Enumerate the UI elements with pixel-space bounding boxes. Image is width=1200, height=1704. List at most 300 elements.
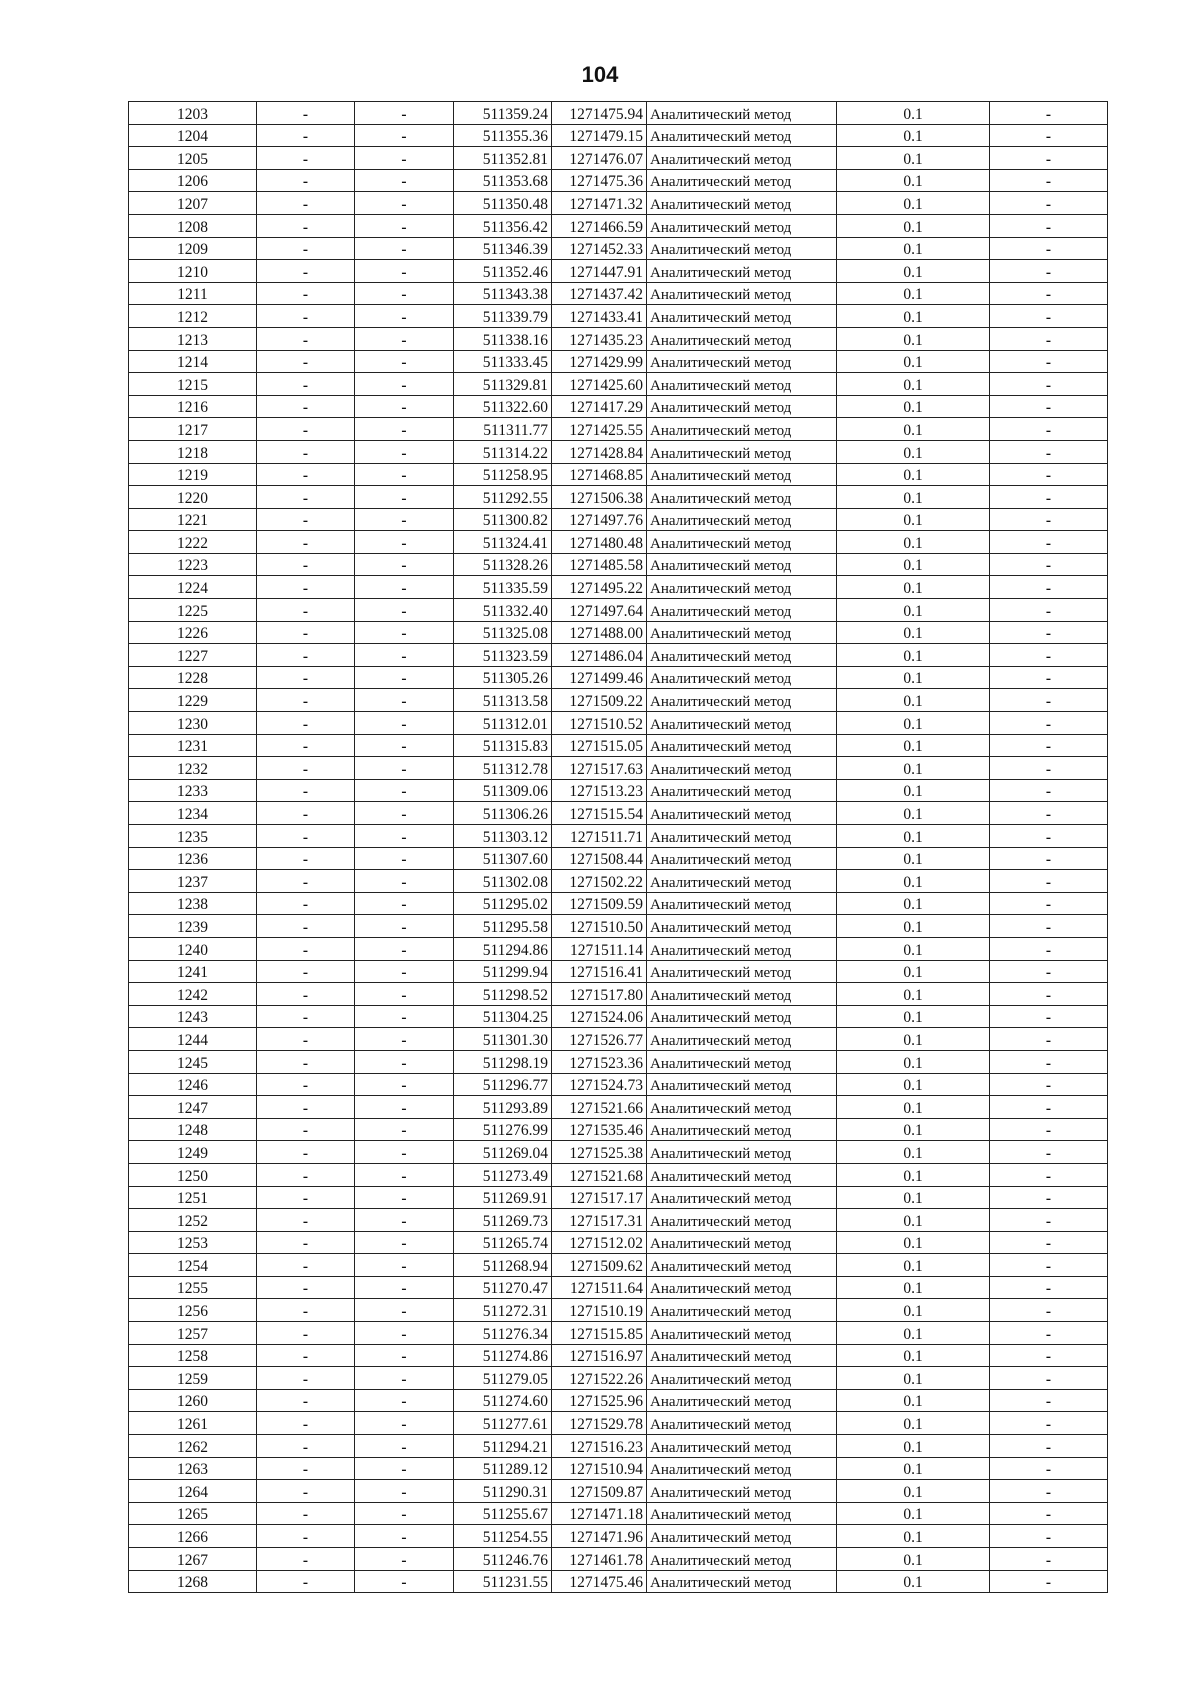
x-coordinate-cell: 511292.55 bbox=[454, 486, 552, 509]
accuracy-cell: 0.1 bbox=[837, 260, 990, 283]
point-number-cell: 1244 bbox=[129, 1028, 257, 1051]
description-cell: - bbox=[990, 1480, 1108, 1503]
table-row bbox=[129, 305, 1108, 328]
method-cell: Аналитический метод bbox=[647, 1050, 837, 1073]
x-coordinate-cell: 511315.83 bbox=[454, 734, 552, 757]
old-x-cell: - bbox=[257, 1028, 355, 1051]
old-y-cell: - bbox=[355, 1186, 454, 1209]
x-coordinate-cell: 511311.77 bbox=[454, 418, 552, 441]
x-coordinate-cell: 511294.21 bbox=[454, 1435, 552, 1458]
accuracy-cell: 0.1 bbox=[837, 1367, 990, 1390]
method-cell: Аналитический метод bbox=[647, 644, 837, 667]
table-row bbox=[129, 102, 1108, 125]
method-cell: Аналитический метод bbox=[647, 734, 837, 757]
x-coordinate-cell: 511353.68 bbox=[454, 169, 552, 192]
method-cell: Аналитический метод bbox=[647, 1118, 837, 1141]
table-row bbox=[129, 1163, 1108, 1186]
table-row bbox=[129, 260, 1108, 283]
description-cell: - bbox=[990, 1344, 1108, 1367]
old-x-cell: - bbox=[257, 282, 355, 305]
x-coordinate-cell: 511312.78 bbox=[454, 757, 552, 780]
table-row bbox=[129, 1480, 1108, 1503]
method-cell: Аналитический метод bbox=[647, 802, 837, 825]
accuracy-cell: 0.1 bbox=[837, 960, 990, 983]
accuracy-cell: 0.1 bbox=[837, 1005, 990, 1028]
accuracy-cell: 0.1 bbox=[837, 237, 990, 260]
old-x-cell: - bbox=[257, 1073, 355, 1096]
y-coordinate-cell: 1271471.18 bbox=[552, 1502, 647, 1525]
old-x-cell: - bbox=[257, 327, 355, 350]
accuracy-cell: 0.1 bbox=[837, 463, 990, 486]
method-cell: Аналитический метод bbox=[647, 282, 837, 305]
description-cell: - bbox=[990, 531, 1108, 554]
old-x-cell: - bbox=[257, 915, 355, 938]
y-coordinate-cell: 1271497.64 bbox=[552, 599, 647, 622]
table-row bbox=[129, 937, 1108, 960]
description-cell: - bbox=[990, 553, 1108, 576]
table-row bbox=[129, 192, 1108, 215]
table-row bbox=[129, 983, 1108, 1006]
accuracy-cell: 0.1 bbox=[837, 373, 990, 396]
y-coordinate-cell: 1271433.41 bbox=[552, 305, 647, 328]
point-number-cell: 1248 bbox=[129, 1118, 257, 1141]
x-coordinate-cell: 511343.38 bbox=[454, 282, 552, 305]
old-y-cell: - bbox=[355, 1209, 454, 1232]
point-number-cell: 1226 bbox=[129, 621, 257, 644]
method-cell: Аналитический метод bbox=[647, 440, 837, 463]
point-number-cell: 1215 bbox=[129, 373, 257, 396]
point-number-cell: 1227 bbox=[129, 644, 257, 667]
old-x-cell: - bbox=[257, 553, 355, 576]
description-cell: - bbox=[990, 779, 1108, 802]
table-row bbox=[129, 282, 1108, 305]
old-y-cell: - bbox=[355, 983, 454, 1006]
old-y-cell: - bbox=[355, 870, 454, 893]
old-x-cell: - bbox=[257, 147, 355, 170]
accuracy-cell: 0.1 bbox=[837, 689, 990, 712]
accuracy-cell: 0.1 bbox=[837, 1163, 990, 1186]
description-cell: - bbox=[990, 1412, 1108, 1435]
y-coordinate-cell: 1271480.48 bbox=[552, 531, 647, 554]
old-x-cell: - bbox=[257, 124, 355, 147]
point-number-cell: 1208 bbox=[129, 214, 257, 237]
y-coordinate-cell: 1271429.99 bbox=[552, 350, 647, 373]
description-cell: - bbox=[990, 102, 1108, 125]
y-coordinate-cell: 1271525.96 bbox=[552, 1389, 647, 1412]
table-row bbox=[129, 1525, 1108, 1548]
old-x-cell: - bbox=[257, 779, 355, 802]
old-x-cell: - bbox=[257, 1163, 355, 1186]
table-row bbox=[129, 169, 1108, 192]
y-coordinate-cell: 1271461.78 bbox=[552, 1548, 647, 1571]
description-cell: - bbox=[990, 192, 1108, 215]
x-coordinate-cell: 511314.22 bbox=[454, 440, 552, 463]
accuracy-cell: 0.1 bbox=[837, 1028, 990, 1051]
method-cell: Аналитический метод bbox=[647, 847, 837, 870]
table-row bbox=[129, 1073, 1108, 1096]
old-y-cell: - bbox=[355, 712, 454, 735]
old-y-cell: - bbox=[355, 1299, 454, 1322]
x-coordinate-cell: 511332.40 bbox=[454, 599, 552, 622]
table-row bbox=[129, 486, 1108, 509]
x-coordinate-cell: 511359.24 bbox=[454, 102, 552, 125]
description-cell: - bbox=[990, 1163, 1108, 1186]
table-row bbox=[129, 350, 1108, 373]
method-cell: Аналитический метод bbox=[647, 395, 837, 418]
point-number-cell: 1235 bbox=[129, 825, 257, 848]
old-y-cell: - bbox=[355, 576, 454, 599]
x-coordinate-cell: 511295.58 bbox=[454, 915, 552, 938]
old-x-cell: - bbox=[257, 1118, 355, 1141]
point-number-cell: 1261 bbox=[129, 1412, 257, 1435]
y-coordinate-cell: 1271475.36 bbox=[552, 169, 647, 192]
table-row bbox=[129, 147, 1108, 170]
point-number-cell: 1237 bbox=[129, 870, 257, 893]
table-row bbox=[129, 1457, 1108, 1480]
method-cell: Аналитический метод bbox=[647, 1299, 837, 1322]
y-coordinate-cell: 1271510.19 bbox=[552, 1299, 647, 1322]
y-coordinate-cell: 1271508.44 bbox=[552, 847, 647, 870]
old-y-cell: - bbox=[355, 847, 454, 870]
x-coordinate-cell: 511352.46 bbox=[454, 260, 552, 283]
old-x-cell: - bbox=[257, 440, 355, 463]
x-coordinate-cell: 511309.06 bbox=[454, 779, 552, 802]
description-cell: - bbox=[990, 305, 1108, 328]
old-x-cell: - bbox=[257, 1435, 355, 1458]
accuracy-cell: 0.1 bbox=[837, 1050, 990, 1073]
method-cell: Аналитический метод bbox=[647, 214, 837, 237]
method-cell: Аналитический метод bbox=[647, 1163, 837, 1186]
x-coordinate-cell: 511293.89 bbox=[454, 1096, 552, 1119]
x-coordinate-cell: 511312.01 bbox=[454, 712, 552, 735]
y-coordinate-cell: 1271476.07 bbox=[552, 147, 647, 170]
point-number-cell: 1245 bbox=[129, 1050, 257, 1073]
method-cell: Аналитический метод bbox=[647, 983, 837, 1006]
point-number-cell: 1223 bbox=[129, 553, 257, 576]
y-coordinate-cell: 1271512.02 bbox=[552, 1231, 647, 1254]
old-y-cell: - bbox=[355, 282, 454, 305]
old-x-cell: - bbox=[257, 214, 355, 237]
accuracy-cell: 0.1 bbox=[837, 1548, 990, 1571]
accuracy-cell: 0.1 bbox=[837, 327, 990, 350]
table-row bbox=[129, 1548, 1108, 1571]
y-coordinate-cell: 1271475.46 bbox=[552, 1570, 647, 1593]
old-y-cell: - bbox=[355, 1525, 454, 1548]
point-number-cell: 1256 bbox=[129, 1299, 257, 1322]
accuracy-cell: 0.1 bbox=[837, 531, 990, 554]
table-row bbox=[129, 1570, 1108, 1593]
accuracy-cell: 0.1 bbox=[837, 576, 990, 599]
x-coordinate-cell: 511355.36 bbox=[454, 124, 552, 147]
y-coordinate-cell: 1271417.29 bbox=[552, 395, 647, 418]
point-number-cell: 1206 bbox=[129, 169, 257, 192]
accuracy-cell: 0.1 bbox=[837, 644, 990, 667]
accuracy-cell: 0.1 bbox=[837, 1276, 990, 1299]
method-cell: Аналитический метод bbox=[647, 757, 837, 780]
old-y-cell: - bbox=[355, 486, 454, 509]
old-x-cell: - bbox=[257, 802, 355, 825]
method-cell: Аналитический метод bbox=[647, 1548, 837, 1571]
old-x-cell: - bbox=[257, 666, 355, 689]
x-coordinate-cell: 511231.55 bbox=[454, 1570, 552, 1593]
accuracy-cell: 0.1 bbox=[837, 779, 990, 802]
description-cell: - bbox=[990, 734, 1108, 757]
accuracy-cell: 0.1 bbox=[837, 1525, 990, 1548]
accuracy-cell: 0.1 bbox=[837, 395, 990, 418]
accuracy-cell: 0.1 bbox=[837, 282, 990, 305]
description-cell: - bbox=[990, 1299, 1108, 1322]
accuracy-cell: 0.1 bbox=[837, 1570, 990, 1593]
old-x-cell: - bbox=[257, 305, 355, 328]
old-y-cell: - bbox=[355, 1276, 454, 1299]
y-coordinate-cell: 1271486.04 bbox=[552, 644, 647, 667]
method-cell: Аналитический метод bbox=[647, 237, 837, 260]
point-number-cell: 1253 bbox=[129, 1231, 257, 1254]
table-row bbox=[129, 553, 1108, 576]
accuracy-cell: 0.1 bbox=[837, 350, 990, 373]
point-number-cell: 1247 bbox=[129, 1096, 257, 1119]
description-cell: - bbox=[990, 147, 1108, 170]
old-x-cell: - bbox=[257, 1322, 355, 1345]
old-x-cell: - bbox=[257, 508, 355, 531]
accuracy-cell: 0.1 bbox=[837, 1502, 990, 1525]
old-y-cell: - bbox=[355, 915, 454, 938]
old-x-cell: - bbox=[257, 1209, 355, 1232]
point-number-cell: 1267 bbox=[129, 1548, 257, 1571]
old-x-cell: - bbox=[257, 102, 355, 125]
description-cell: - bbox=[990, 260, 1108, 283]
old-x-cell: - bbox=[257, 870, 355, 893]
old-y-cell: - bbox=[355, 802, 454, 825]
accuracy-cell: 0.1 bbox=[837, 915, 990, 938]
y-coordinate-cell: 1271485.58 bbox=[552, 553, 647, 576]
old-y-cell: - bbox=[355, 418, 454, 441]
method-cell: Аналитический метод bbox=[647, 169, 837, 192]
method-cell: Аналитический метод bbox=[647, 1344, 837, 1367]
y-coordinate-cell: 1271479.15 bbox=[552, 124, 647, 147]
description-cell: - bbox=[990, 599, 1108, 622]
description-cell: - bbox=[990, 214, 1108, 237]
method-cell: Аналитический метод bbox=[647, 937, 837, 960]
old-y-cell: - bbox=[355, 102, 454, 125]
accuracy-cell: 0.1 bbox=[837, 1344, 990, 1367]
old-y-cell: - bbox=[355, 1118, 454, 1141]
method-cell: Аналитический метод bbox=[647, 1457, 837, 1480]
point-number-cell: 1217 bbox=[129, 418, 257, 441]
old-y-cell: - bbox=[355, 1028, 454, 1051]
old-y-cell: - bbox=[355, 1322, 454, 1345]
old-y-cell: - bbox=[355, 1005, 454, 1028]
accuracy-cell: 0.1 bbox=[837, 757, 990, 780]
table-row bbox=[129, 847, 1108, 870]
description-cell: - bbox=[990, 1548, 1108, 1571]
table-row bbox=[129, 463, 1108, 486]
description-cell: - bbox=[990, 1322, 1108, 1345]
description-cell: - bbox=[990, 373, 1108, 396]
y-coordinate-cell: 1271447.91 bbox=[552, 260, 647, 283]
description-cell: - bbox=[990, 1525, 1108, 1548]
y-coordinate-cell: 1271516.41 bbox=[552, 960, 647, 983]
old-y-cell: - bbox=[355, 892, 454, 915]
x-coordinate-cell: 511290.31 bbox=[454, 1480, 552, 1503]
point-number-cell: 1236 bbox=[129, 847, 257, 870]
point-number-cell: 1221 bbox=[129, 508, 257, 531]
point-number-cell: 1257 bbox=[129, 1322, 257, 1345]
point-number-cell: 1230 bbox=[129, 712, 257, 735]
x-coordinate-cell: 511305.26 bbox=[454, 666, 552, 689]
coordinates-table bbox=[128, 101, 1108, 1593]
description-cell: - bbox=[990, 440, 1108, 463]
old-x-cell: - bbox=[257, 1141, 355, 1164]
old-y-cell: - bbox=[355, 214, 454, 237]
accuracy-cell: 0.1 bbox=[837, 440, 990, 463]
x-coordinate-cell: 511298.52 bbox=[454, 983, 552, 1006]
y-coordinate-cell: 1271511.64 bbox=[552, 1276, 647, 1299]
y-coordinate-cell: 1271509.62 bbox=[552, 1254, 647, 1277]
description-cell: - bbox=[990, 825, 1108, 848]
old-x-cell: - bbox=[257, 825, 355, 848]
method-cell: Аналитический метод bbox=[647, 870, 837, 893]
x-coordinate-cell: 511339.79 bbox=[454, 305, 552, 328]
method-cell: Аналитический метод bbox=[647, 1209, 837, 1232]
description-cell: - bbox=[990, 802, 1108, 825]
y-coordinate-cell: 1271506.38 bbox=[552, 486, 647, 509]
method-cell: Аналитический метод bbox=[647, 260, 837, 283]
point-number-cell: 1258 bbox=[129, 1344, 257, 1367]
table-row bbox=[129, 734, 1108, 757]
description-cell: - bbox=[990, 1435, 1108, 1458]
old-x-cell: - bbox=[257, 1254, 355, 1277]
y-coordinate-cell: 1271513.23 bbox=[552, 779, 647, 802]
y-coordinate-cell: 1271529.78 bbox=[552, 1412, 647, 1435]
accuracy-cell: 0.1 bbox=[837, 937, 990, 960]
table-row bbox=[129, 1322, 1108, 1345]
accuracy-cell: 0.1 bbox=[837, 1389, 990, 1412]
method-cell: Аналитический метод bbox=[647, 1570, 837, 1593]
method-cell: Аналитический метод bbox=[647, 1141, 837, 1164]
y-coordinate-cell: 1271502.22 bbox=[552, 870, 647, 893]
y-coordinate-cell: 1271517.80 bbox=[552, 983, 647, 1006]
table-row bbox=[129, 757, 1108, 780]
old-y-cell: - bbox=[355, 373, 454, 396]
y-coordinate-cell: 1271499.46 bbox=[552, 666, 647, 689]
point-number-cell: 1268 bbox=[129, 1570, 257, 1593]
old-y-cell: - bbox=[355, 689, 454, 712]
y-coordinate-cell: 1271471.32 bbox=[552, 192, 647, 215]
accuracy-cell: 0.1 bbox=[837, 169, 990, 192]
y-coordinate-cell: 1271510.94 bbox=[552, 1457, 647, 1480]
description-cell: - bbox=[990, 621, 1108, 644]
method-cell: Аналитический метод bbox=[647, 779, 837, 802]
accuracy-cell: 0.1 bbox=[837, 1457, 990, 1480]
method-cell: Аналитический метод bbox=[647, 192, 837, 215]
table-row bbox=[129, 531, 1108, 554]
description-cell: - bbox=[990, 1096, 1108, 1119]
x-coordinate-cell: 511300.82 bbox=[454, 508, 552, 531]
old-y-cell: - bbox=[355, 1570, 454, 1593]
table-body bbox=[129, 102, 1108, 1593]
description-cell: - bbox=[990, 1502, 1108, 1525]
table-row bbox=[129, 644, 1108, 667]
accuracy-cell: 0.1 bbox=[837, 666, 990, 689]
accuracy-cell: 0.1 bbox=[837, 1480, 990, 1503]
old-x-cell: - bbox=[257, 1457, 355, 1480]
method-cell: Аналитический метод bbox=[647, 1502, 837, 1525]
description-cell: - bbox=[990, 350, 1108, 373]
point-number-cell: 1204 bbox=[129, 124, 257, 147]
point-number-cell: 1218 bbox=[129, 440, 257, 463]
table-row bbox=[129, 870, 1108, 893]
old-y-cell: - bbox=[355, 1231, 454, 1254]
old-y-cell: - bbox=[355, 395, 454, 418]
accuracy-cell: 0.1 bbox=[837, 1096, 990, 1119]
table-row bbox=[129, 802, 1108, 825]
description-cell: - bbox=[990, 1209, 1108, 1232]
table-row bbox=[129, 915, 1108, 938]
point-number-cell: 1263 bbox=[129, 1457, 257, 1480]
accuracy-cell: 0.1 bbox=[837, 1073, 990, 1096]
x-coordinate-cell: 511298.19 bbox=[454, 1050, 552, 1073]
old-y-cell: - bbox=[355, 260, 454, 283]
y-coordinate-cell: 1271435.23 bbox=[552, 327, 647, 350]
x-coordinate-cell: 511322.60 bbox=[454, 395, 552, 418]
x-coordinate-cell: 511272.31 bbox=[454, 1299, 552, 1322]
table-row bbox=[129, 1005, 1108, 1028]
old-x-cell: - bbox=[257, 1344, 355, 1367]
accuracy-cell: 0.1 bbox=[837, 553, 990, 576]
old-x-cell: - bbox=[257, 937, 355, 960]
old-x-cell: - bbox=[257, 1005, 355, 1028]
old-x-cell: - bbox=[257, 1050, 355, 1073]
point-number-cell: 1233 bbox=[129, 779, 257, 802]
table-row bbox=[129, 1141, 1108, 1164]
table-row bbox=[129, 1254, 1108, 1277]
y-coordinate-cell: 1271468.85 bbox=[552, 463, 647, 486]
table-row bbox=[129, 1209, 1108, 1232]
x-coordinate-cell: 511303.12 bbox=[454, 825, 552, 848]
description-cell: - bbox=[990, 1118, 1108, 1141]
x-coordinate-cell: 511356.42 bbox=[454, 214, 552, 237]
description-cell: - bbox=[990, 689, 1108, 712]
y-coordinate-cell: 1271425.60 bbox=[552, 373, 647, 396]
old-x-cell: - bbox=[257, 757, 355, 780]
old-x-cell: - bbox=[257, 395, 355, 418]
method-cell: Аналитический метод bbox=[647, 531, 837, 554]
description-cell: - bbox=[990, 960, 1108, 983]
table-row bbox=[129, 576, 1108, 599]
table-row bbox=[129, 1367, 1108, 1390]
point-number-cell: 1213 bbox=[129, 327, 257, 350]
table-row bbox=[129, 712, 1108, 735]
x-coordinate-cell: 511306.26 bbox=[454, 802, 552, 825]
y-coordinate-cell: 1271515.85 bbox=[552, 1322, 647, 1345]
old-x-cell: - bbox=[257, 463, 355, 486]
point-number-cell: 1229 bbox=[129, 689, 257, 712]
y-coordinate-cell: 1271428.84 bbox=[552, 440, 647, 463]
x-coordinate-cell: 511295.02 bbox=[454, 892, 552, 915]
accuracy-cell: 0.1 bbox=[837, 1412, 990, 1435]
table-row bbox=[129, 1299, 1108, 1322]
y-coordinate-cell: 1271488.00 bbox=[552, 621, 647, 644]
point-number-cell: 1214 bbox=[129, 350, 257, 373]
table-row bbox=[129, 621, 1108, 644]
y-coordinate-cell: 1271497.76 bbox=[552, 508, 647, 531]
accuracy-cell: 0.1 bbox=[837, 892, 990, 915]
table-row bbox=[129, 689, 1108, 712]
method-cell: Аналитический метод bbox=[647, 463, 837, 486]
description-cell: - bbox=[990, 1231, 1108, 1254]
x-coordinate-cell: 511274.60 bbox=[454, 1389, 552, 1412]
